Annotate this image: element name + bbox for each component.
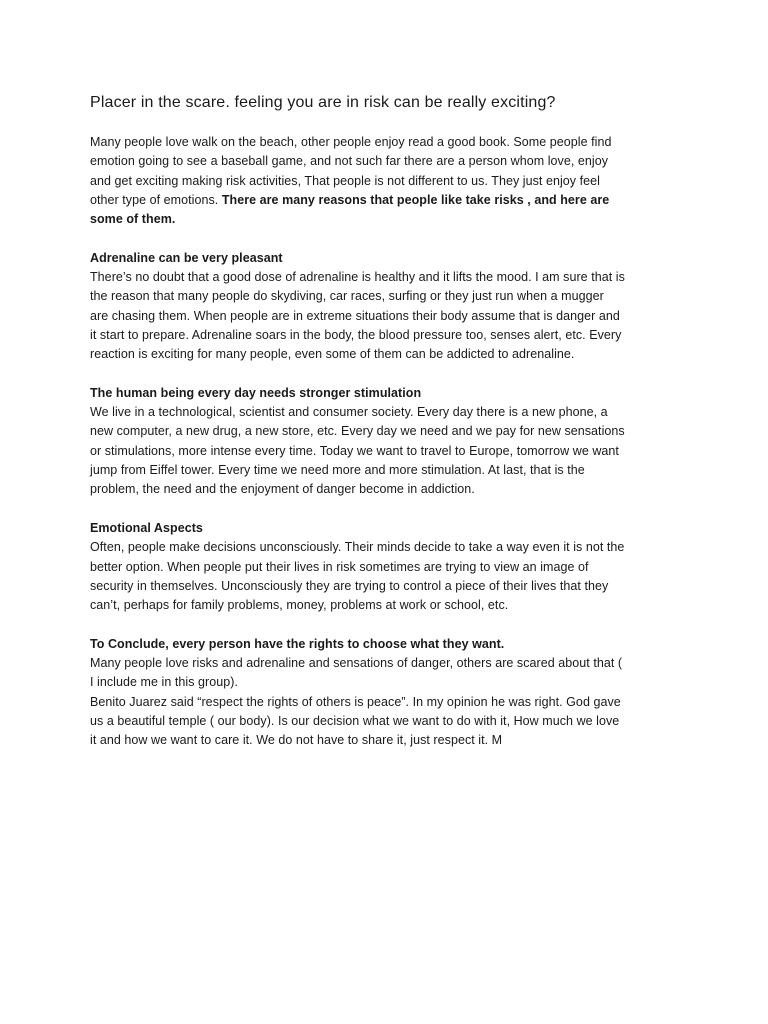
text-line: new computer, a new drug, a new store, etc. Every day we need and we pay for new sensations — [90, 424, 625, 439]
text-line: it and how we want to care it. We do not have to share it, just respect it. M — [90, 733, 503, 748]
text-line: are chasing them. When people are in extreme situations their body assume that is danger and — [90, 308, 620, 323]
section-stimulation — [90, 384, 690, 500]
section-conclusion — [90, 635, 690, 751]
text-line: can’t, perhaps for family problems, money, problems at work or school, etc. — [90, 598, 509, 613]
text-line: problem, the need and the enjoyment of danger become in addiction. — [90, 482, 475, 497]
text-line: it start to prepare. Adrenaline soars in the body, the blood pressure too, senses alert, etc. Every — [90, 327, 622, 342]
text-line: Often, people make decisions unconsciously. Their minds decide to take a way even it is not the — [90, 540, 625, 555]
text-line: Benito Juarez said “respect the rights of others is peace”. In my opinion he was right. God gave — [90, 694, 621, 709]
text-line: the reason that many people do skydiving, car races, surfing or they just run when a mugger — [90, 289, 604, 304]
intro-paragraph — [90, 133, 690, 229]
text-line: reaction is exciting for many people, even some of them can be addicted to adrenaline. — [90, 347, 575, 362]
text-line: jump from Eiffel tower. Every time we need more and more stimulation. At last, that is the — [90, 463, 585, 478]
section-heading: Adrenaline can be very pleasant — [90, 250, 283, 265]
text-line: We live in a technological, scientist and consumer society. Every day there is a new phone, a — [90, 405, 608, 420]
text-line — [90, 191, 690, 210]
text-line: and get exciting making risk activities, That people is not different to us. They just enjoy feel — [90, 173, 600, 188]
text-line: Many people love risks and adrenaline and sensations of danger, others are scared about that ( — [90, 656, 623, 671]
document-page — [90, 93, 690, 770]
text-line: There’s no doubt that a good dose of adrenaline is healthy and it lifts the mood. I am sure that is — [90, 270, 625, 285]
section-heading: The human being every day needs stronger stimulation — [90, 385, 422, 400]
section-heading: Emotional Aspects — [90, 520, 203, 535]
document-title: Placer in the scare. feeling you are in risk can be really exciting? — [90, 94, 556, 111]
text-line: or stimulations, more intense every time. Today we want to travel to Europe, tomorrow we want — [90, 443, 619, 458]
intro-bold-text: There are many reasons that people like take risks , and here are — [221, 192, 610, 207]
text-line: Many people love walk on the beach, other people enjoy read a good book. Some people find — [90, 135, 612, 149]
section-adrenaline — [90, 249, 690, 365]
text-line: better option. When people put their lives in risk sometimes are trying to view an image of — [90, 559, 589, 574]
section-emotional-aspects — [90, 519, 690, 615]
intro-bold-text: some of them. — [90, 212, 176, 227]
text-line: security in themselves. Unconsciously they are trying to control a piece of their lives that they — [90, 578, 609, 593]
section-heading: To Conclude, every person have the rights to choose what they want. — [90, 636, 505, 651]
intro-plain-text: other type of emotions. — [90, 192, 222, 207]
text-line: us a beautiful temple ( our body). Is our decision what we want to do with it, How much we love — [90, 713, 620, 728]
text-line: I include me in this group). — [90, 675, 238, 690]
text-line: emotion going to see a baseball game, and not such far there are a person whom love, enjoy — [90, 154, 609, 169]
